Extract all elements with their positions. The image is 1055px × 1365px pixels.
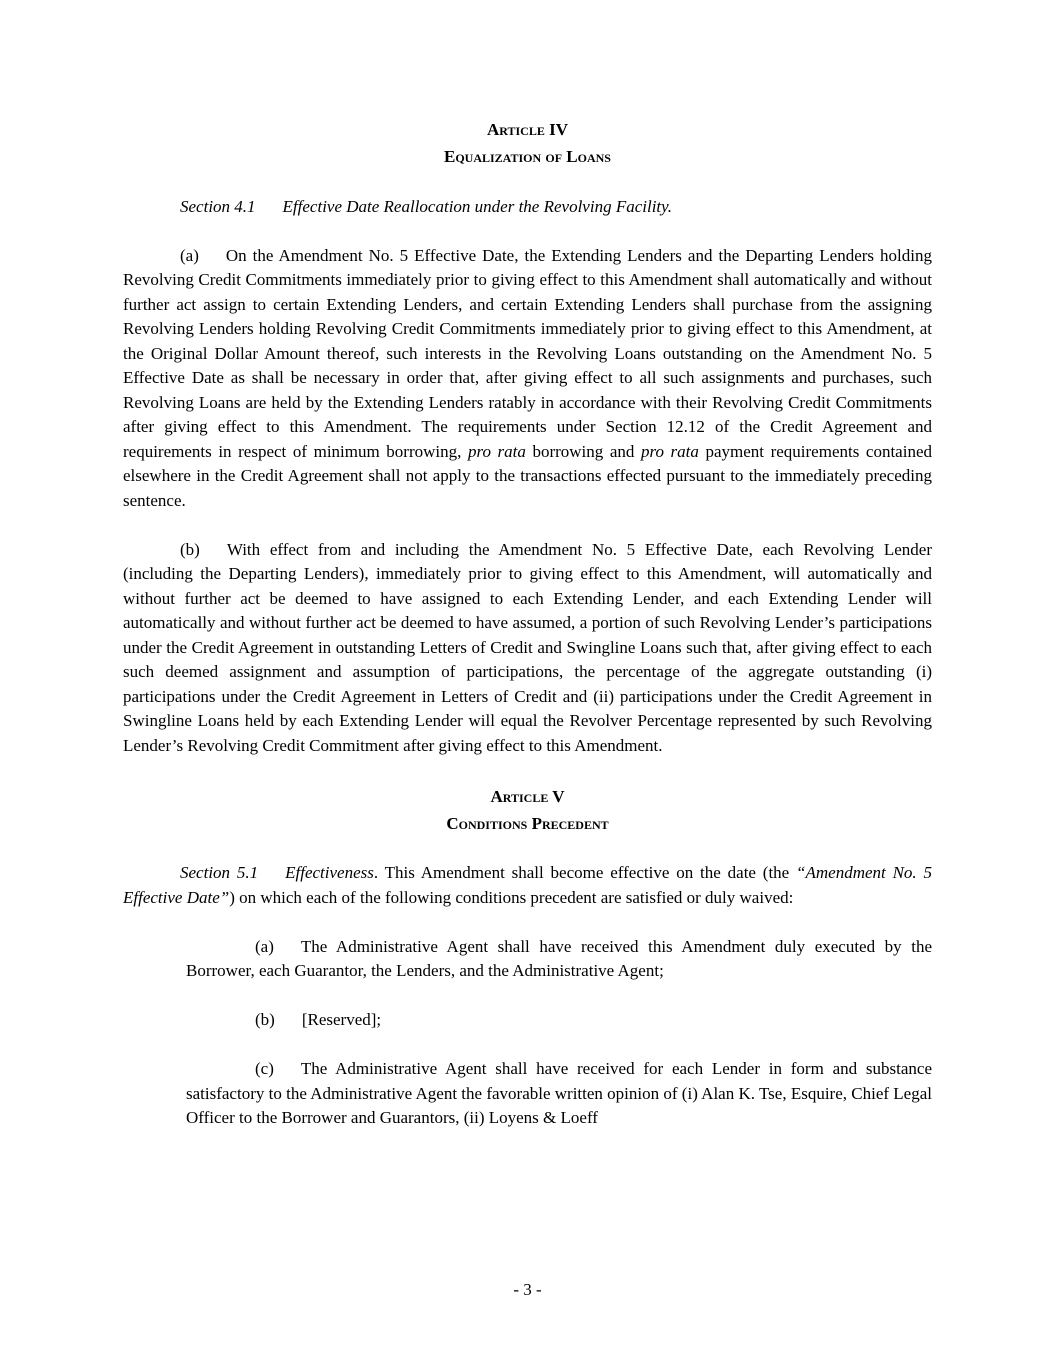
article-5-title: Article V bbox=[490, 786, 565, 806]
item-label: (c) bbox=[255, 1059, 274, 1078]
section-5-1-paragraph bbox=[123, 861, 932, 910]
italic-defined-term: “Amendment No. 5 Effective Date” bbox=[123, 863, 932, 907]
section-4-1-heading bbox=[123, 195, 932, 220]
paragraph-text: ) on which each of the following conditions precedent are satisfied or duly waived: bbox=[229, 887, 794, 907]
paragraph-text: borrowing and bbox=[525, 441, 641, 461]
paragraph-label: (b) bbox=[180, 539, 200, 559]
item-text: The Administrative Agent shall have received this Amendment duly executed by the Borrower, each Guarantor, the Lenders, and the Administrative Agent; bbox=[186, 936, 932, 980]
section-5-1-label: Section 5.1 bbox=[180, 863, 259, 882]
paragraph-4-1-a bbox=[123, 244, 932, 514]
condition-item-c bbox=[186, 1057, 932, 1131]
item-text: The Administrative Agent shall have received for each Lender in form and substance satisfactory to the Administrative Agent the favorable written opinion of (i) Alan K. Tse, Esquire, Chief Legal Officer to the Borrower and Guarantors, (ii) Loyens & Loeff bbox=[186, 1059, 932, 1127]
section-4-1-label: Section 4.1 bbox=[180, 196, 256, 216]
paragraph-text: On the Amendment No. 5 Effective Date, the Extending Lenders and the Departing Lenders holding Revolving Credit Commitments immediately prior to giving effect to this Amendment shall automatically and without further act assign to certain Extending Lenders, and certain Extending Lenders shall purchase from the assigning Revolving Lenders holding Revolving Credit Commitments immediately prior to giving effect to this Amendment, at the Original Dollar Amount thereof, such interests in the Revolving Loans outstanding on the Amendment No. 5 Effective Date as shall be necessary in order that, after giving effect to all such assignments and purchases, such Revolving Loans are held by the Extending Lenders ratably in accordance with their Revolving Credit Commitments after giving effect to this Amendment. The requirements under Section 12.12 of the Credit Agreement and requirements in respect of minimum borrowing, bbox=[123, 245, 932, 461]
italic-pro-rata: pro rata bbox=[467, 441, 526, 461]
article-4-subtitle: Equalization of Loans bbox=[444, 147, 611, 166]
document-content bbox=[123, 0, 932, 1131]
section-4-1-title: Effective Date Reallocation under the Revolving Facility. bbox=[282, 196, 672, 216]
paragraph-label: (a) bbox=[180, 245, 199, 265]
article-5-heading bbox=[123, 783, 932, 837]
paragraph-text: payment requirements contained elsewhere in the Credit Agreement shall not apply to the transactions effected pursuant to the immediately preceding sentence. bbox=[123, 441, 932, 510]
article-5-subtitle: Conditions Precedent bbox=[446, 813, 609, 833]
paragraph-4-1-b bbox=[123, 538, 932, 759]
item-text: [Reserved]; bbox=[301, 1010, 382, 1029]
article-4-heading bbox=[123, 116, 932, 170]
condition-item-a bbox=[186, 935, 932, 984]
italic-pro-rata: pro rata bbox=[640, 441, 699, 461]
article-4-title: Article IV bbox=[486, 120, 568, 139]
paragraph-text: . This Amendment shall become effective on the date (the bbox=[373, 863, 797, 882]
section-5-1-title: Effectiveness bbox=[285, 863, 374, 882]
page-number: - 3 - bbox=[513, 1280, 542, 1299]
condition-item-b bbox=[186, 1008, 932, 1033]
paragraph-text: With effect from and including the Amendment No. 5 Effective Date, each Revolving Lender (including the Departing Lenders), immediately prior to giving effect to this Amendment, will automatically and without further act be deemed to have assigned to each Extending Lender, and each Extending Lender will automatically and without further act be deemed to have assumed, a portion of such Revolving Lender’s participations under the Credit Agreement in outstanding Letters of Credit and Swingline Loans such that, after giving effect to each such deemed assignment and assumption of participations, the percentage of the aggregate outstanding (i) participations under the Credit Agreement in Letters of Credit and (ii) participations under the Credit Agreement in Swingline Loans held by each Extending Lender will equal the Revolver Percentage represented by such Revolving Lender’s Revolving Credit Commitment after giving effect to this Amendment. bbox=[123, 539, 932, 755]
item-label: (b) bbox=[255, 1010, 275, 1029]
item-label: (a) bbox=[255, 936, 274, 956]
